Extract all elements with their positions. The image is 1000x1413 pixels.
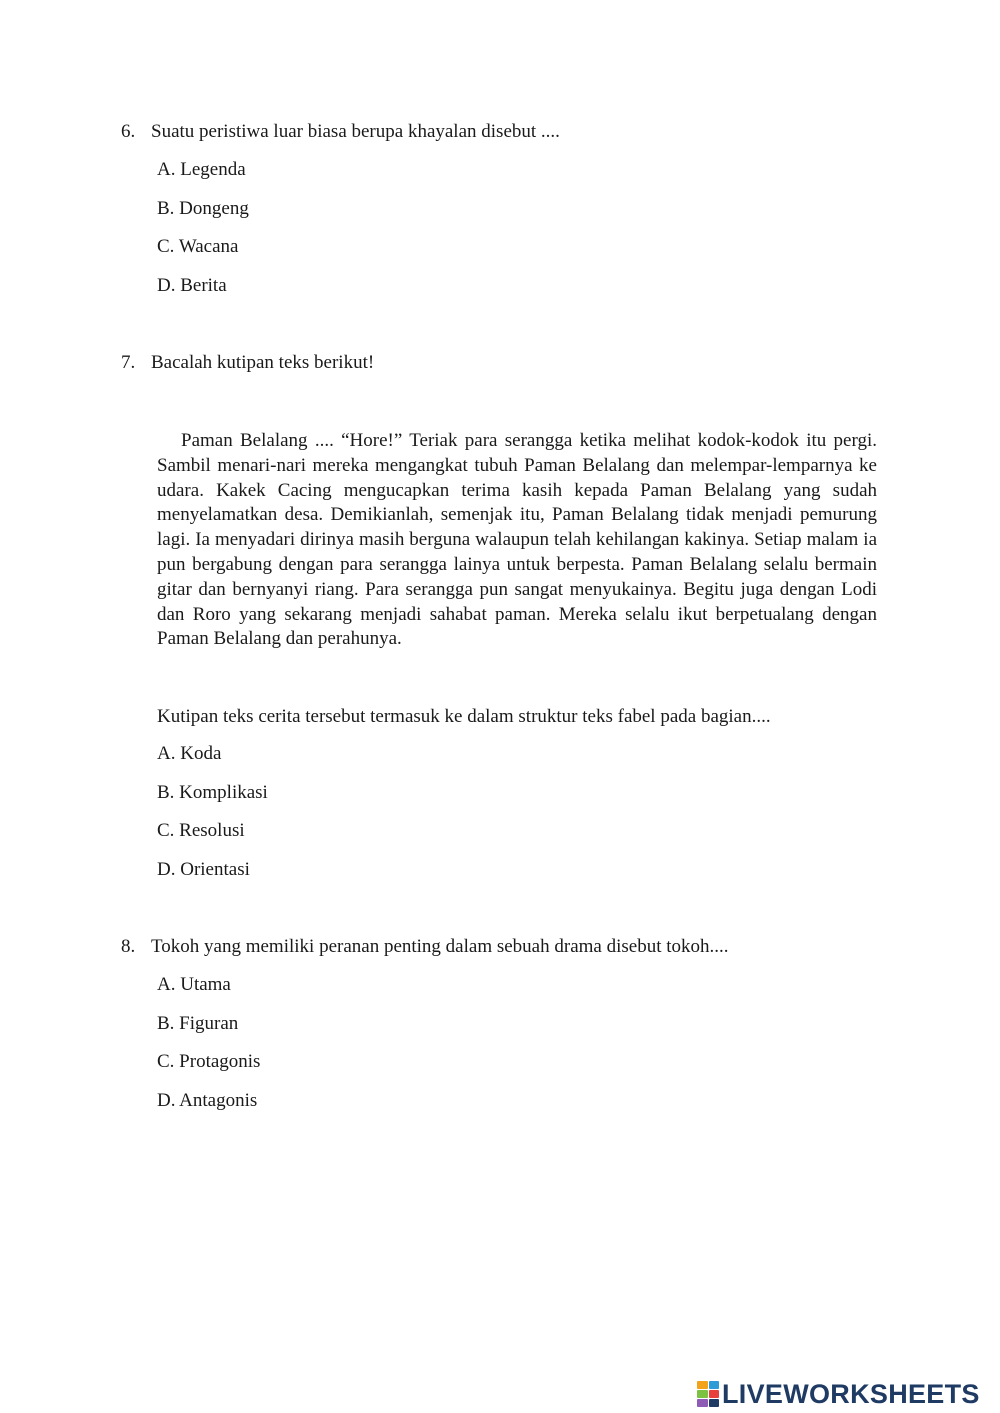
question-6-option-b[interactable]: B. Dongeng [157, 198, 249, 219]
question-7-prompt: Kutipan teks cerita tersebut termasuk ke dalam struktur teks fabel pada bagian.... [157, 706, 771, 727]
question-7-number: 7. [121, 352, 136, 373]
logo-grid-icon [697, 1381, 719, 1407]
question-7-option-a[interactable]: A. Koda [157, 743, 222, 764]
logo-cell [697, 1381, 708, 1389]
logo-cell [697, 1390, 708, 1398]
question-8-option-d[interactable]: D. Antagonis [157, 1090, 258, 1111]
question-7-option-c[interactable]: C. Resolusi [157, 820, 245, 841]
question-8-option-b[interactable]: B. Figuran [157, 1013, 239, 1034]
question-7-passage: Paman Belalang .... “Hore!” Teriak para serangga ketika melihat kodok-kodok itu pergi. Sambil menari-nari mereka mengangkat tubuh Paman Belalang dan melempar-lemparnya ke udara. Kakek Cacing mengucapkan terima kasih kepada Paman Belalang yang sudah menyelamatkan desa. Demikianlah, semenjak itu, Paman Belalang tidak menjadi pemurung lagi. Ia menyadari dirinya masih berguna walaupun telah kehilangan kakinya. Setiap malam ia pun bergabung dengan para serangga lainya untuk berpesta. Paman Belalang selalu bermain gitar dan bernyanyi riang. Para serangga pun sangat menyukainya. Begitu juga dengan Lodi dan Roro yang sekarang menjadi sahabat paman. Mereka selalu ikut berpetualang dengan Paman Belalang dan perahunya. [157, 430, 877, 650]
logo-cell [709, 1399, 720, 1407]
question-6-option-a[interactable]: A. Legenda [157, 159, 246, 180]
question-8-text: Tokoh yang memiliki peranan penting dalam sebuah drama disebut tokoh.... [151, 936, 729, 957]
logo-text: LIVEWORKSHEETS [722, 1379, 980, 1409]
logo-cell [709, 1390, 720, 1398]
question-7-option-b[interactable]: B. Komplikasi [157, 782, 268, 803]
logo-cell [709, 1381, 720, 1389]
question-7-text: Bacalah kutipan teks berikut! [151, 352, 375, 373]
question-6-option-d[interactable]: D. Berita [157, 275, 227, 296]
question-8-option-c[interactable]: C. Protagonis [157, 1051, 261, 1072]
question-6-number: 6. [121, 121, 136, 142]
question-8-option-a[interactable]: A. Utama [157, 974, 231, 995]
question-6-text: Suatu peristiwa luar biasa berupa khayalan disebut .... [151, 121, 560, 142]
logo-cell [697, 1399, 708, 1407]
question-8-number: 8. [121, 936, 136, 957]
liveworksheets-logo [697, 1379, 980, 1409]
question-7-option-d[interactable]: D. Orientasi [157, 859, 250, 880]
question-6-option-c[interactable]: C. Wacana [157, 236, 239, 257]
